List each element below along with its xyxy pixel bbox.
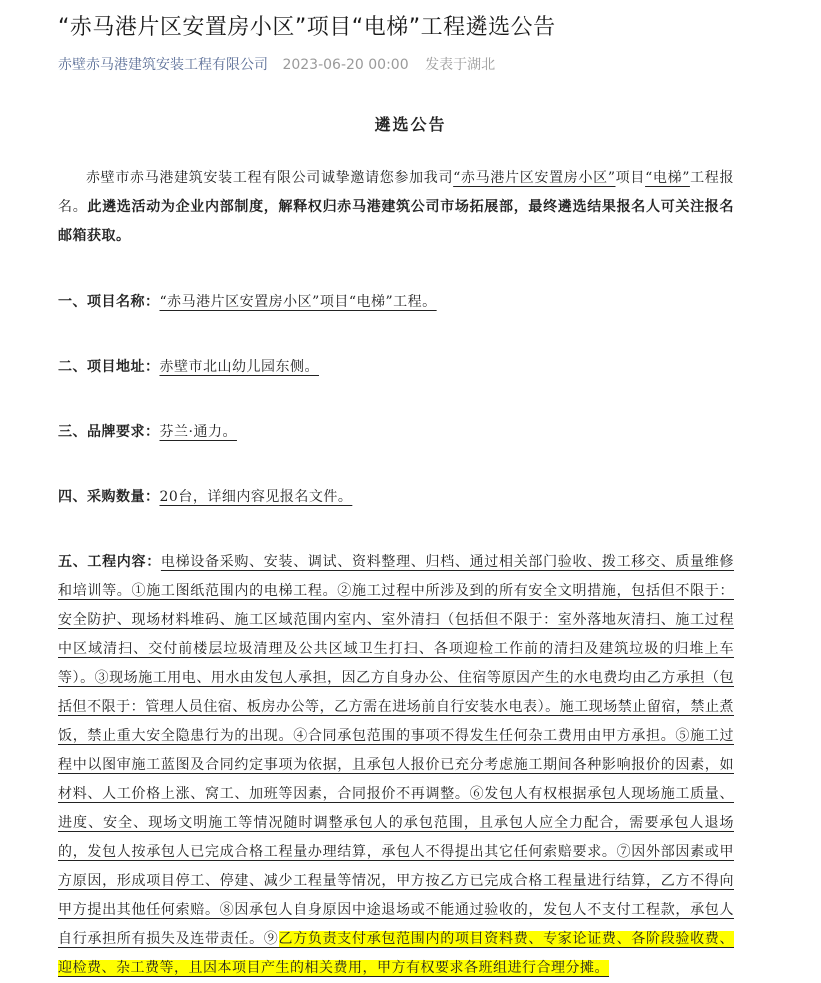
item-value: “赤马港片区安置房小区”项目“电梯”工程。 [159,294,437,310]
item-label: 三、品牌要求： [58,424,160,440]
intro-text-2: 项目 [615,170,646,186]
highlighted-text: 乙方负责支付承包范围内的项目资料费、专家论证费、各阶段验收费、迎检费、杂工费等，且因本项目产生的相关费用，甲方有权要求各班组进行合理分摊。 [58,931,734,976]
intro-text: 赤壁市赤马港建筑安装工程有限公司诚挚邀请您参加我司 [86,170,454,186]
article-title: “赤马港片区安置房小区”项目“电梯”工程遴选公告 [58,15,556,40]
item-purchase-quantity [58,483,734,512]
intro-bold-statement: 此遴选活动为企业内部制度，解释权归赤马港建筑公司市场拓展部，最终遴选结果报名人可关注报名邮箱获取。 [58,199,735,244]
work-scope-text: 电梯设备采购、安装、调试、资料整理、归档、通过相关部门验收、拨工移交、质量维修和培训等。①施工图纸范围内的电梯工程。②施工过程中所涉及到的所有安全文明措施，包括但不限于：安全防护、现场材料堆码、施工区域范围内室内、室外清扫（包括但不限于：室外落地灰清扫、施工过程中区域清扫、交付前楼层垃圾清理及公共区域卫生打扫、各项迎检工作前的清扫及建筑垃圾的归堆上车等）。③现场施工用电、用水由发包人承担，因乙方自身办公、住宿等原因产生的水电费均由乙方承担（包括但不限于：管理人员住宿、板房办公等，乙方需在进场前自行安装水电表）。施工现场禁止留宿，禁止煮饭，禁止重大安全隐患行为的出现。④合同承包范围的事项不得发生任何杂工费用由甲方承担。⑤施工过程中以图审施工蓝图及合同约定事项为依据，且承包人报价已充分考虑施工期间各种影响报价的因素，如材料、人工价格上涨、窝工、加班等因素，合同报价不再调整。⑥发包人有权根据承包人现场施工质量、进度、安全、现场文明施工等情况随时调整承包人的承包范围，且承包人应全力配合，需要承包人退场的，发包人按承包人已完成合格工程量办理结算，承包人不得提出其它任何索赔要求。⑦因外部因素或甲方原因，形成项目停工、停建、减少工程量等情况，甲方按乙方已完成合格工程量进行结算，乙方不得向甲方提出其他任何索赔。⑧因承包人自身原因中途退场或不能通过验收的，发包人不支付工程款，承包人自行承担所有损失及连带责任。⑨ [58,554,735,947]
item-label: 一、项目名称： [58,294,160,310]
item-label: 四、采购数量： [58,489,160,505]
item-project-address [58,353,734,382]
item-value: 20台，详细内容见报名文件。 [159,489,353,505]
intro-elevator: “电梯” [645,170,690,186]
item-brand-requirement [58,418,734,447]
item-project-name [58,288,734,317]
notice-heading: 遴选公告 [374,115,447,134]
publish-date: 2023-06-20 00:00 [282,57,409,73]
item-label: 二、项目地址： [58,359,160,375]
item-value: 赤壁市北山幼儿园东侧。 [159,359,319,375]
account-name-link[interactable]: 赤壁赤马港建筑安装工程有限公司 [58,57,268,73]
intro-project-name: “赤马港片区安置房小区” [453,170,616,186]
intro-text-3: 工程报名。 [58,170,734,215]
article-meta [58,54,495,74]
item-label: 五、工程内容： [58,554,161,570]
article-body [58,164,734,983]
item-value: 芬兰·通力。 [159,424,237,440]
intro-paragraph [58,164,734,251]
publish-location: 发表于湖北 [425,57,496,73]
item-work-scope [58,548,734,983]
